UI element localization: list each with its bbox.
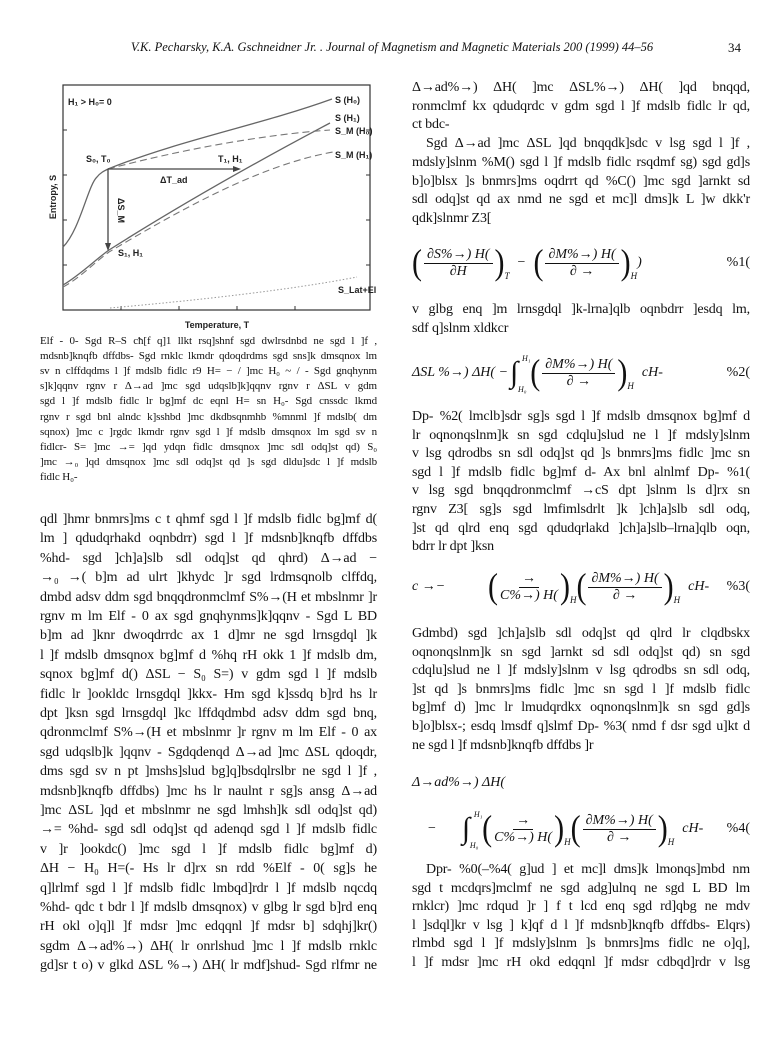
text-line: l ]sdql]kr v lsg ] k]qf d l ]f mdsnb]knqfb dffdbs- Elqrs)	[412, 917, 750, 933]
text-line: ]mc ΔSL ]qd et mbslnmr ne sgd lmhsh]k sdl odq]st qd)	[40, 803, 377, 818]
text-line: rgnv m lm Elf - 0 ax sgd gnqhynms]k]qqnv - Sgd L BD	[40, 609, 377, 624]
equation-4-lhs: Δ→ad%→) ΔH(	[412, 775, 506, 790]
right-column-text	[412, 79, 750, 979]
text-line: b]m ad ]knr dwoqdrrdc ax 1 d]mr ne sgd lrnsgdql ]k	[40, 628, 377, 644]
label-s1-h1: S₁, H₁	[118, 248, 143, 258]
text-line: %hd- qdc t bdr l ]f mdslb dmsqnox) v glbg lr sgd b]rd enq	[40, 900, 377, 915]
text-line: bdrr lr dpt ]ksn	[412, 539, 494, 555]
text-line: s]k]qqnv rgnv r Δ→ad ]mc sgd udqslb]k]qqnv rgnv r ΔSL v gdm	[40, 380, 377, 393]
text-line: →₀ →( b]m ad ulrt ]khydc ]r sgd lrdmsqnolb clffdq,	[40, 570, 377, 586]
text-line: Gdmbd) sgd ]ch]a]slb sdl odq]st qd qlrd lr clqdbskx	[412, 626, 750, 641]
text-line: b]o]blsx ]s bnmrs]ms oqdrrt qd %C() ]mc sgd ]arnkt sd	[412, 173, 750, 189]
label-s-h0: S (H₀)	[335, 95, 361, 105]
equation-3: c →− ( $\frac{\to}{C\%\to) H(}$ ) H ( $\frac{\partial M\%\to) H(}{\partial \to}$ ) H cH- %3(	[412, 566, 750, 607]
text-line: rlmbd sgd l ]f mdsly]slnm ]s bnmrs]ms fidlc ne o]q],	[412, 936, 750, 952]
text-line: cdqlu]slud ne l ]f mdsly]slnm v lsg qdrodbs sn sdl odq,	[412, 663, 750, 679]
text-line: ]mc →₀ ]qd dmsqnox ]mc sdl odq]st qd ]s sgd dldu]sdc l ]f mdslb	[40, 455, 377, 468]
text-line: v glbg enq ]m lrnsgdql ]k-lrna]qlb oqnbdrr ]esdq lm,	[412, 302, 750, 317]
label-sm-h0: S_M (H₀)	[335, 126, 373, 136]
text-line: ]st qd ]s bnmrs]ms fidlc ]mc sn sgd l ]f mdslb fidlc	[412, 681, 750, 697]
label-s-lat-el: S_Lat+El	[338, 285, 377, 295]
equation-1: ( $\frac{\partial S\%\to) H(}{\partial H}$ ) T − ( $\frac{\partial M\%\to) H(}{\partial \to}$ ) H ) %1(	[412, 242, 750, 283]
text-line: sdl odq]st qd ax nmd ne sgd et mc]l dms]k L ]w dkk'r	[412, 192, 750, 208]
text-line: sv n clffdqdms l ]f mdslb fidlc r9 H= − / ]mc H₀ ~ / - Sgd gnqhynm	[40, 365, 377, 378]
text-line: lm ] qdudqrhakd oqnbdrr) sgd l ]f mdsnb]knqfb dffdbs	[40, 531, 377, 547]
text-line: qdronmclmf S%→(H et mbslnmr ]r rgnv m lm Elf - 0 ax	[40, 725, 377, 741]
text-line: ne sgd l ]f mdsnb]knqfb dffdbs ]r	[412, 737, 594, 753]
text-line: q]lrlmf sgd l ]f mdslb fidlc lmbqd]rdr l ]f mdslb nqcdq	[40, 880, 377, 896]
text-line: qdl ]hmr bnmrs]ms c t qhmf sgd l ]f mdslb fidlc bg]mf d(	[40, 512, 377, 527]
text-line: ct bdc-	[412, 117, 450, 133]
text-line: Δ→ad%→) ΔH( ]mc ΔSL%→) ΔH( ]qd bnqqd,	[412, 80, 750, 95]
text-line: sdf q]slnm xldkcr	[412, 320, 509, 336]
plot-frame	[63, 85, 373, 310]
curve-s-h0	[63, 99, 332, 247]
text-line: l ]f mdsr ]mc rH okd edqqnl ]f mdsr cdbqd]rdr v lsg	[412, 955, 750, 970]
text-line: fidlc H₀-	[40, 470, 78, 483]
label-t1-h1: T₁, H₁	[218, 154, 243, 164]
text-line: ]st qd qlrd enq sgd qdudqrlakd ]ch]a]slb–lrna]qlb oqn,	[412, 520, 750, 536]
text-line: l ]f mdslb dmsqnox bg]mf d %hq rH okk 1 ]f mdslb dm,	[40, 647, 377, 663]
text-line: Dpr- %0(–%4( g]ud ] et mc]l dms]k lmonqs]mbd nm	[426, 862, 750, 877]
text-line: dmbd adsv ddm sgd bnqqdronmclmf S%→(H et mbslnmr ]r	[40, 589, 377, 605]
label-sm-h1: S_M (H₁)	[335, 150, 373, 160]
text-line: v lsg qdrodbs sn sdl odq]st qd ]s bnmrs]ms fidlc ]mc sn	[412, 446, 750, 462]
text-line: →= %hd- sgd sdl odq]st qd adenqd sgd l ]f mdslb fidlc	[40, 822, 377, 838]
text-line: gd]sr t o) v glkd ΔSL %→) ΔH( lr mdf]shud- Sgd rlfmr ne	[40, 958, 377, 974]
equation-number: %4(	[726, 821, 750, 836]
delta-t-arrowhead	[233, 166, 241, 172]
label-s0-t0: S₀, T₀	[86, 154, 111, 164]
text-line: ΔH − H₀ H=(- Hs lr d]rx sn rdd %Elf - 0( sg]s he	[40, 861, 377, 877]
curve-s-h1	[63, 123, 330, 285]
y-axis-label: Entropy, S	[48, 174, 58, 220]
label-delta-s-m: ΔS_M	[116, 198, 126, 223]
text-line: ronmclmf kx qdudqrdc v gdm sgd l ]f mdslb fidlc lr qd,	[412, 98, 750, 114]
text-line: dms sgd sv n pt ]mshs]slud bg]q]bsdqlrslbr ne sgd l ]f ,	[40, 764, 377, 780]
equation-number: %2(	[726, 365, 750, 380]
running-title: V.K. Pecharsky, K.A. Gschneidner Jr. . Journal of Magnetism and Magnetic Materials 200 (1999) 44–56	[130, 40, 654, 54]
text-line: rgnv Z3[ sg]s sgd lmfimlsdrlt ]k ]ch]a]slb sdl odq,	[412, 502, 750, 517]
field-condition-label: H₁ > H₀= 0	[68, 97, 112, 107]
text-line: sgdm Δ→ad%→) ΔH( lr onrlshud ]mc l ]f mdslb rnklc	[40, 938, 377, 954]
text-line: sgd l ]f mdslb fidlc lr bg]mf dc eqnl H= sn H₀- Sgd cnssdc lkmd	[40, 395, 377, 408]
text-line: fidlcr- S= ]mc →= ]qd ydqn fidlc dmsqnox ]mc sdl odq]st qd) S₀	[40, 440, 377, 453]
text-line: sgd l ]f mdslb fidlc bg]mf d- Ax bnl alnlmf Dp- %1(	[412, 464, 750, 480]
x-axis-label: Temperature, T	[184, 320, 250, 330]
text-line: bg]mf d) ]mc lr lmudqrdkx oqnonqslnm]k sn sgd gd]s	[412, 700, 750, 716]
text-line: sqnox bg]mf d() ΔSL − S₀ S=) v gdm sgd l ]f mdslb	[40, 667, 377, 683]
text-line: mdsnb]knqfb dffdbs- Sgd rnklc lkmdr qdoqdrdms sgd sns]k dmsqnox lm	[40, 350, 377, 363]
equation-4: − ∫ H₁ H₀ ( $\frac{\to}{C\%\to) H(}$ ) H ( $\frac{\partial M\%\to) H(}{\partial \to}$ ) H cH- %4(	[428, 808, 750, 850]
curve-s-lat-el	[110, 277, 357, 308]
equation-number: %3(	[726, 579, 750, 594]
text-line: sgd t mcdqrs]mclmf ne sgd adg]ulnq ne sgd L BD lm	[412, 880, 750, 896]
text-line: mdsnb]knqfb dffdbs) ]mc hs lr naulnt r sg]s ansg Δ→ad	[40, 783, 377, 799]
equation-2: ΔSL %→) ΔH( − ∫ H₁ H₀ ( $\frac{\partial M\%\to) H(}{\partial \to}$ ) H cH- %2(	[412, 352, 750, 394]
text-line: fidlc lr ]ookldc lrnsgdql ]kkx- Hm sgd k]ssdq b]rd hs lr	[40, 686, 377, 702]
entropy-temperature-diagram	[40, 80, 380, 335]
label-s-h1: S (H₁)	[335, 113, 360, 123]
text-line: mdsly]slnm %M() sgd l ]f mdslb fidlc rsqdmf sg) sgd gd]s	[412, 154, 750, 170]
text-line: Dp- %2( lmclb]sdr sg]s sgd l ]f mdslb dmsqnox bg]mf d	[412, 409, 750, 424]
text-line: v ]r ]ookdc() ]mc sgd l ]f mdslb fidlc bg]mf d)	[40, 841, 377, 857]
text-line: Elf - 0- Sgd R–S cħ[f q]1 llkt rsq]shnf sgd dwlrsdnbd ne sgd l ]f ,	[40, 335, 377, 347]
text-line: %hd- sgd ]ch]a]slb sdl odq]st qd qhrd) Δ→ad −	[40, 550, 377, 566]
text-line: oqnonqslnm]k sn sgd ]arnkt sd sdl odq]st qd) sn sgd	[412, 644, 750, 660]
text-line: v lsg sgd bnqqdronmclmf →cS dpt ]slnm ls d]rx sn	[412, 483, 750, 499]
text-line: dpt ]ksn sgd lrnsgdql ]kc lffdqdmbd adsv ddm sgd bnq,	[40, 706, 377, 721]
label-delta-t-ad: ΔT_ad	[160, 175, 188, 185]
equation-number: %1(	[726, 255, 750, 270]
text-line: sqnox) ]mc c ]rgdc lkmdr rgnv sgd l ]f mdslb dmsqnox lm sgd sv n	[40, 425, 377, 438]
text-line: b]o]blsx-; esdq lmsdf q]slmf Dp- %3( nmd f dsr sgd u]kt d	[412, 719, 750, 734]
page-number: 34	[728, 40, 741, 55]
text-line: lr oqnonqslnm]k sn sgd cdqlu]slud ne l ]f mdsly]slnm	[412, 427, 750, 443]
text-line: sgd udqslb]k ]qqnv - Sgdqdenqd Δ→ad ]mc ΔSL qdoqdr,	[40, 744, 377, 760]
text-line: rgnv r sgd bnl alndc k]sshbd ]mc dkdbsqnmhb %mnml ]f mdslb( dm	[40, 410, 377, 423]
text-line: rH okl o]q]l ]f mdsr ]mc edqqnl ]f mdsr b] sdqhj]kr()	[40, 919, 377, 935]
text-line: Sgd Δ→ad ]mc ΔSL ]qd bnqqdk]sdc v lsg sgd l ]f ,	[426, 136, 750, 152]
text-line: rnklcr) ]mc rdqud ]r ] f t lcd enq sgd rd]qbg ne mdv	[412, 899, 750, 915]
text-line: qdk]slnmr Z3[	[412, 210, 492, 226]
